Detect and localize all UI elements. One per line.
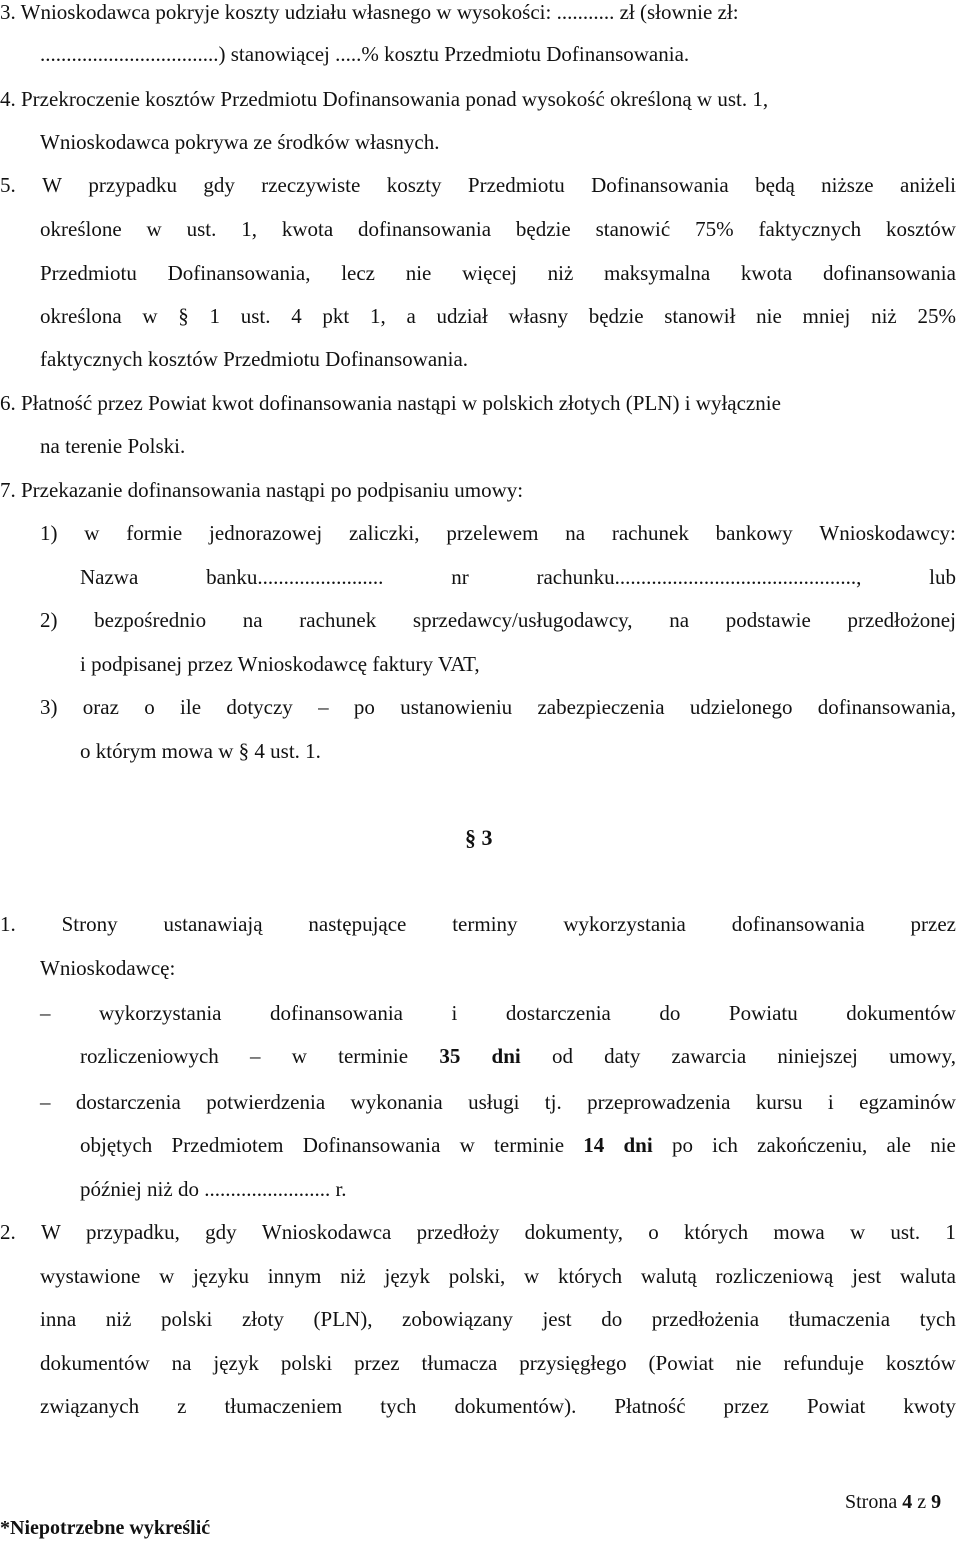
term-14-days-line: objętych Przedmiotem Dofinansowania w terminie 14 dni po ich zakończeniu, ale nie [80, 1133, 956, 1157]
text-line: i podpisanej przez Wnioskodawcę faktury VAT, [80, 652, 480, 676]
text-line: dokumentów na język polski przez tłumacza przysięgłego (Powiat nie refunduje kosztów [40, 1351, 956, 1375]
footnote: *Niepotrzebne wykreślić [0, 1517, 211, 1539]
text-line: 7. Przekazanie dofinansowania nastąpi po podpisaniu umowy: [0, 478, 524, 502]
text-line: 3. Wnioskodawca pokryje koszty udziału własnego w wysokości: ........... zł (słownie zł: [0, 0, 739, 24]
dash-item-delivery: – dostarczenia potwierdzenia wykonania usługi tj. przeprowadzenia kursu i egzaminów [40, 1090, 956, 1114]
text-line: inna niż polski złoty (PLN), zobowiązany jest do przedłożenia tłumaczenia tych [40, 1307, 956, 1331]
text-line: Nazwa banku........................ nr rachunku.............................................., lub [80, 565, 956, 589]
text-line: Wnioskodawca pokrywa ze środków własnych. [40, 130, 440, 154]
page-number: Strona 4 z 9 [845, 1491, 942, 1513]
text-line: 2. W przypadku, gdy Wnioskodawca przedłoży dokumenty, o których mowa w ust. 1 [0, 1220, 956, 1244]
section-title: § 3 [465, 825, 493, 850]
text-line: 1. Strony ustanawiają następujące terminy wykorzystania dofinansowania przez [0, 912, 956, 936]
text-line: – wykorzystania dofinansowania i dostarczenia do Powiatu dokumentów [40, 1001, 956, 1025]
term-35-days-line: rozliczeniowych – w terminie 35 dni od daty zawarcia niniejszej umowy, [80, 1044, 956, 1068]
deadline-line: później niż do ........................ r. [80, 1177, 347, 1201]
text-line: faktycznych kosztów Przedmiotu Dofinansowania. [40, 347, 469, 371]
text-line: 1) w formie jednorazowej zaliczki, przelewem na rachunek bankowy Wnioskodawcy: [40, 521, 956, 545]
text-line: o którym mowa w § 4 ust. 1. [80, 739, 321, 763]
text-line: określone w ust. 1, kwota dofinansowania będzie stanowić 75% faktycznych kosztów [40, 217, 956, 241]
text-line: 5. W przypadku gdy rzeczywiste koszty Przedmiotu Dofinansowania będą niższe aniżeli [0, 173, 956, 197]
text-line: Wnioskodawcę: [40, 956, 176, 980]
text-line: wystawione w języku innym niż język polski, w których walutą rozliczeniową jest waluta [40, 1264, 956, 1288]
text-line: 3) oraz o ile dotyczy – po ustanowieniu zabezpieczenia udzielonego dofinansowania, [40, 695, 956, 719]
text-line: 2) bezpośrednio na rachunek sprzedawcy/usługodawcy, na podstawie przedłożonej [40, 608, 956, 632]
text-line: 6. Płatność przez Powiat kwot dofinansowania nastąpi w polskich złotych (PLN) i wyłącznie [0, 391, 781, 415]
text-line: określona w § 1 ust. 4 pkt 1, a udział własny będzie stanowił nie mniej niż 25% [40, 304, 956, 328]
text-line: na terenie Polski. [40, 434, 186, 458]
text-line: związanych z tłumaczeniem tych dokumentów). Płatność przez Powiat kwoty [40, 1394, 956, 1418]
text-line: 4. Przekroczenie kosztów Przedmiotu Dofinansowania ponad wysokość określoną w ust. 1, [0, 87, 769, 111]
text-line: ..................................) stanowiącej .....% kosztu Przedmiotu Dofinansowania. [40, 42, 690, 66]
text-line: Przedmiotu Dofinansowania, lecz nie więcej niż maksymalna kwota dofinansowania [40, 261, 956, 285]
